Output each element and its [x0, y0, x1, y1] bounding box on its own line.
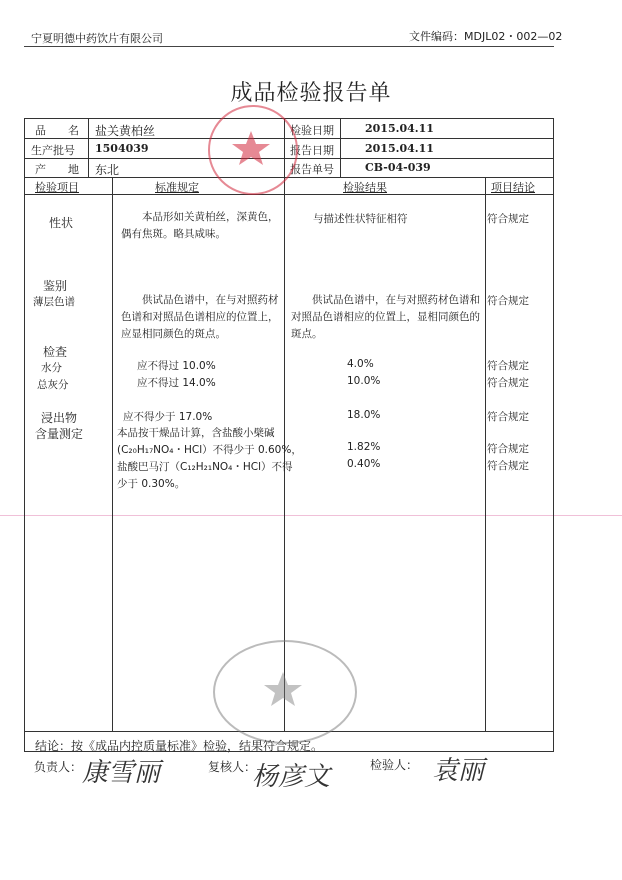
water-result: 4.0%	[347, 358, 374, 370]
ash-standard: 应不得过 14.0%	[137, 377, 216, 389]
header-rule	[24, 46, 554, 47]
tlc-result: 供试品色谱中，在与对照药材色谱和对照品色谱相应的位置上，显相同颜色的斑点。	[291, 294, 480, 340]
col-header-standard: 标准规定	[155, 181, 199, 194]
col-header-result: 检验结果	[343, 181, 387, 194]
col-divider	[112, 177, 113, 731]
extract-conclusion: 符合规定	[487, 411, 529, 423]
berberine-result: 1.82%	[347, 441, 381, 453]
inspector-signature: 袁丽	[432, 756, 485, 786]
origin-label: 产 地	[35, 163, 79, 176]
inspect-date-value: 2015.04.11	[365, 122, 434, 135]
row-divider	[25, 194, 553, 195]
inspect-date-label: 检验日期	[290, 124, 334, 137]
assay-standard-line4: 少于 0.30%。	[117, 478, 186, 490]
inspection-seal	[213, 640, 357, 744]
batch-value: 1504039	[95, 142, 149, 155]
tlc-conclusion: 符合规定	[487, 295, 529, 307]
assay-standard-line2: (C₂₀H₁₇NO₄・HCl）不得少于 0.60%，	[117, 444, 302, 456]
qa-stamp-star-icon	[208, 105, 294, 191]
report-date-value: 2015.04.11	[365, 142, 434, 155]
ash-item: 总灰分	[37, 379, 69, 391]
batch-label: 生产批号	[31, 144, 75, 157]
appearance-standard: 本品形如关黄柏丝，深黄色，偶有焦斑。略具咸味。	[121, 211, 279, 240]
appearance-item: 性状	[49, 216, 74, 230]
berberine-conclusion: 符合规定	[487, 443, 529, 455]
reviewer-signature: 杨彦文	[252, 762, 331, 792]
col-divider	[340, 119, 341, 177]
extract-standard: 应不得少于 17.0%	[123, 411, 213, 423]
water-item: 水分	[41, 362, 62, 374]
file-number: 文件编码：MDJL02・002—02	[409, 30, 563, 43]
water-standard: 应不得过 10.0%	[137, 360, 216, 372]
appearance-result: 与描述性状特征相符	[313, 213, 408, 225]
col-header-conclusion: 项目结论	[491, 181, 535, 194]
report-date-label: 报告日期	[290, 144, 334, 157]
extract-result: 18.0%	[347, 409, 381, 421]
company-name: 宁夏明德中药饮片有限公司	[31, 32, 163, 45]
water-conclusion: 符合规定	[487, 360, 529, 372]
origin-value: 东北	[95, 163, 120, 177]
product-value: 盐关黄柏丝	[95, 124, 156, 138]
col-divider	[88, 119, 89, 177]
palmatine-result: 0.40%	[347, 458, 381, 470]
responsible-label: 负责人：	[34, 760, 83, 774]
report-no-value: CB-04-039	[365, 161, 431, 174]
responsible-signature: 康雪丽	[82, 758, 161, 788]
reviewer-label: 复核人：	[208, 760, 257, 774]
inspection-seal-star-icon	[213, 640, 353, 740]
report-no-label: 报告单号	[290, 163, 334, 176]
assay-standard-line3: 盐酸巴马汀（C₁₂H₂₁NO₄・HCl）不得	[117, 461, 293, 473]
col-divider	[485, 177, 486, 731]
ash-result: 10.0%	[347, 375, 381, 387]
identify-item: 鉴别	[43, 279, 68, 293]
product-label: 品 名	[35, 124, 79, 137]
appearance-conclusion: 符合规定	[487, 213, 529, 225]
palmatine-conclusion: 符合规定	[487, 460, 529, 472]
col-header-item: 检验项目	[35, 181, 79, 194]
page-title: 成品检验报告单	[230, 81, 392, 106]
final-conclusion: 结论：按《成品内控质量标准》检验，结果符合规定。	[35, 739, 324, 753]
ash-conclusion: 符合规定	[487, 377, 529, 389]
inspector-label: 检验人：	[370, 758, 419, 772]
qa-stamp	[208, 105, 298, 195]
tlc-standard: 供试品色谱中，在与对照药材色谱和对照品色谱相应的位置上，应显相同颜色的斑点。	[121, 294, 279, 340]
extract-item: 浸出物	[41, 411, 78, 425]
assay-item: 含量测定	[35, 427, 84, 441]
tlc-item: 薄层色谱	[33, 296, 75, 308]
check-item: 检查	[43, 345, 68, 359]
assay-standard-line1: 本品按干燥品计算，含盐酸小檗碱	[117, 427, 275, 439]
